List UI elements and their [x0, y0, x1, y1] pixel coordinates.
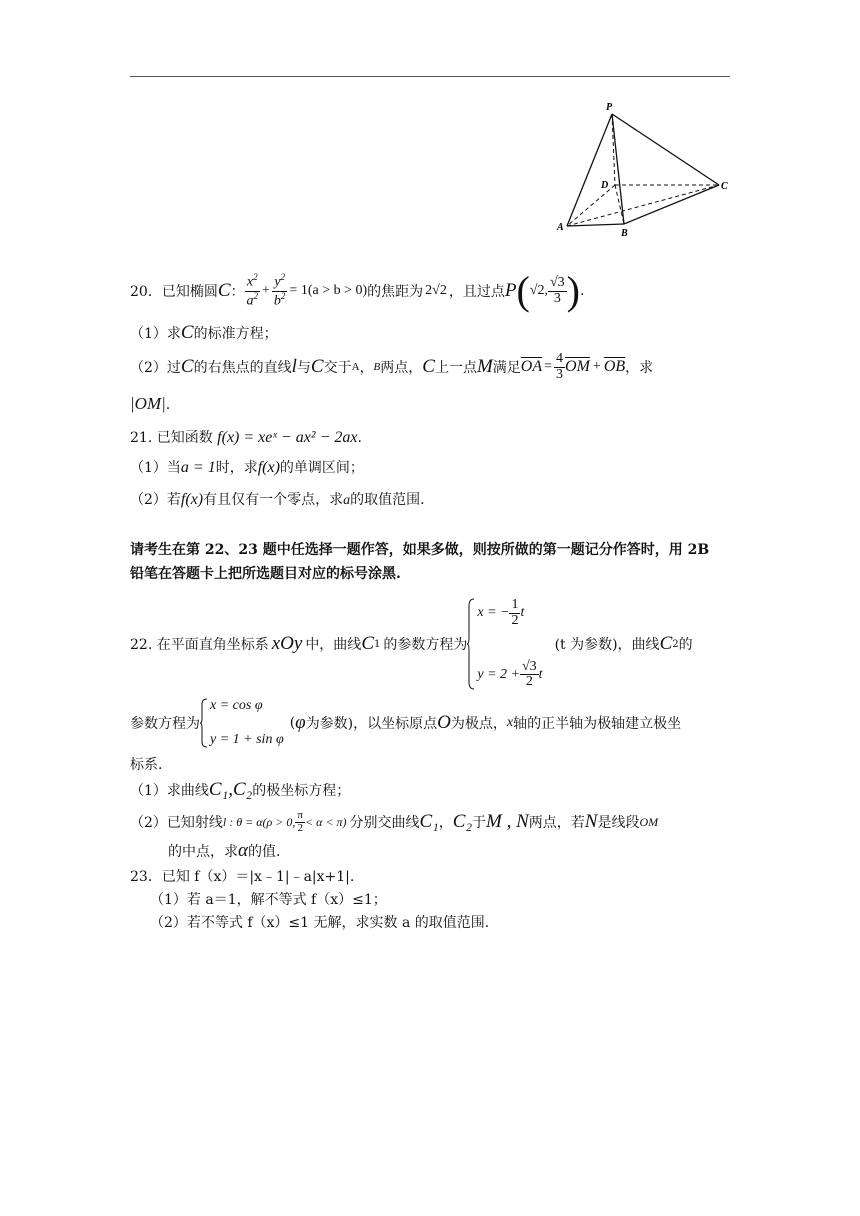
vec-OM: $\overline{OM}$	[565, 358, 590, 375]
q22-line2: 参数方程为 x = cos φ y = 1 + sin φ ( φ 为参数)，以坐标原点 O 为极点， x 轴的正半轴为极轴建立极坐	[130, 698, 682, 747]
q20-frac-coord	[548, 276, 567, 306]
q20-part1: （1）求C的标准方程；	[130, 322, 278, 343]
edge-BC	[624, 185, 719, 224]
q20-part2-cont: |OM|.	[130, 394, 171, 413]
q22-part2: （2）已知射线 l : θ = α(ρ > 0, $\frac{\pi}{2}$ < α < π) 分别交曲线 C₁ ， C₂ 于 M , N 两点，若 N 是线段 OM	[130, 808, 659, 834]
q22-line3: 标系.	[130, 757, 163, 773]
q20-number: 20．已知椭圆	[130, 284, 218, 300]
q22-system1: x = − $\frac{1}{2}$ t y = 2 + $\frac{√3}{2}$ t	[467, 598, 542, 690]
header-rule	[130, 76, 730, 77]
q20-rparen: )	[566, 268, 580, 313]
vec-OB: $\overline{OB}$	[603, 358, 626, 375]
notice-line2: 铅笔在答题卡上把所选题目对应的标号涂黑.	[130, 566, 401, 582]
q20-three: 3	[553, 290, 561, 306]
q20-curve: C	[217, 280, 231, 301]
q22-part2-cont: 的中点，求α的值.	[168, 840, 281, 861]
edge-DB	[615, 185, 624, 224]
q20-lparen: (	[516, 268, 530, 313]
q20-b2: $b^2$	[273, 290, 286, 309]
q20-stem: 20．已知椭圆 C ： $\frac{x^2}{a^2}$ + $\frac{y^2}{b^2}$ = 1(a > b > 0) 的焦距为 2√2 ，且过点 P ( √2, $\frac{√3}{3}$ ) .	[130, 268, 585, 313]
q20-sqrt3: √3	[549, 274, 565, 290]
brace-2	[200, 698, 208, 748]
q20-end: .	[579, 283, 585, 299]
edge-AB	[567, 224, 624, 226]
q23-part2: （2）若不等式 f（x）≤1 无解，求实数 a 的取值范围.	[150, 915, 490, 931]
q23-part1: （1）若 a＝1，解不等式 f（x）≤1；	[150, 892, 387, 908]
q21-part2: （2）若f(x)有且仅有一个零点，求a的取值范围.	[130, 491, 425, 508]
q22-system2: x = cos φ y = 1 + sin φ	[200, 698, 284, 748]
q20-part2: （2）过 C 的右焦点的直线 l 与 C 交于 A ， B 两点， C 上一点 M 满足 $\overline{OA}$ = $\frac{4}{3}$ $\overline{OM}$ + $\overline{OB}$ ，求	[130, 350, 654, 382]
q21-part1: （1）当a = 1时，求f(x)的单调区间；	[130, 459, 364, 476]
q20-frac-x	[245, 273, 261, 309]
q20-coord-left: √2,	[529, 283, 548, 298]
q22-stem: 22. 在平面直角坐标系 xOy 中，曲线 C 1 的参数方程为 x = − $\frac{1}{2}$ t y = 2 + $\frac{√3}{2}$ t (t 为参数)，曲线 C 2 的	[130, 597, 693, 690]
q20-a2: $a^2$	[246, 290, 259, 309]
label-D: D	[601, 180, 609, 191]
q21-stem: 21. 已知函数 f(x) = xeˣ − ax² − 2ax.	[130, 429, 362, 446]
q20-eq-tail: = 1(a > b > 0)	[289, 283, 368, 298]
edge-PA	[567, 114, 612, 226]
diag-AC	[567, 185, 719, 226]
q20-frac-y	[272, 273, 288, 309]
q23-stem: 23．已知 f（x）＝|x﹣1|﹣a|x+1|.	[130, 869, 355, 885]
vec-OA: $\overline{OA}$	[520, 358, 543, 375]
q20-x2: $x^2$	[245, 273, 261, 291]
q20-point: P	[504, 280, 517, 301]
label-A: A	[557, 222, 564, 233]
edge-PB	[612, 114, 624, 224]
brace-1	[467, 598, 475, 690]
q22-part1: （1）求曲线C₁,C₂的极坐标方程；	[130, 779, 351, 800]
label-C: C	[721, 181, 728, 192]
edge-PC	[612, 114, 719, 185]
q20-y2: $y^2$	[272, 273, 288, 291]
notice-line1: 请考生在第 22、23 题中任选择一题作答，如果多做，则按所做的第一题记分作答时，用 2B	[130, 542, 710, 558]
q20-colon: ：	[230, 284, 245, 300]
label-P: P	[606, 102, 613, 113]
pyramid-figure	[555, 100, 735, 240]
q20-text1: 的焦距为	[367, 284, 424, 300]
q20-focal: 2√2	[425, 283, 447, 298]
label-B: B	[621, 228, 628, 239]
q20-text2: ，且过点	[448, 284, 505, 300]
